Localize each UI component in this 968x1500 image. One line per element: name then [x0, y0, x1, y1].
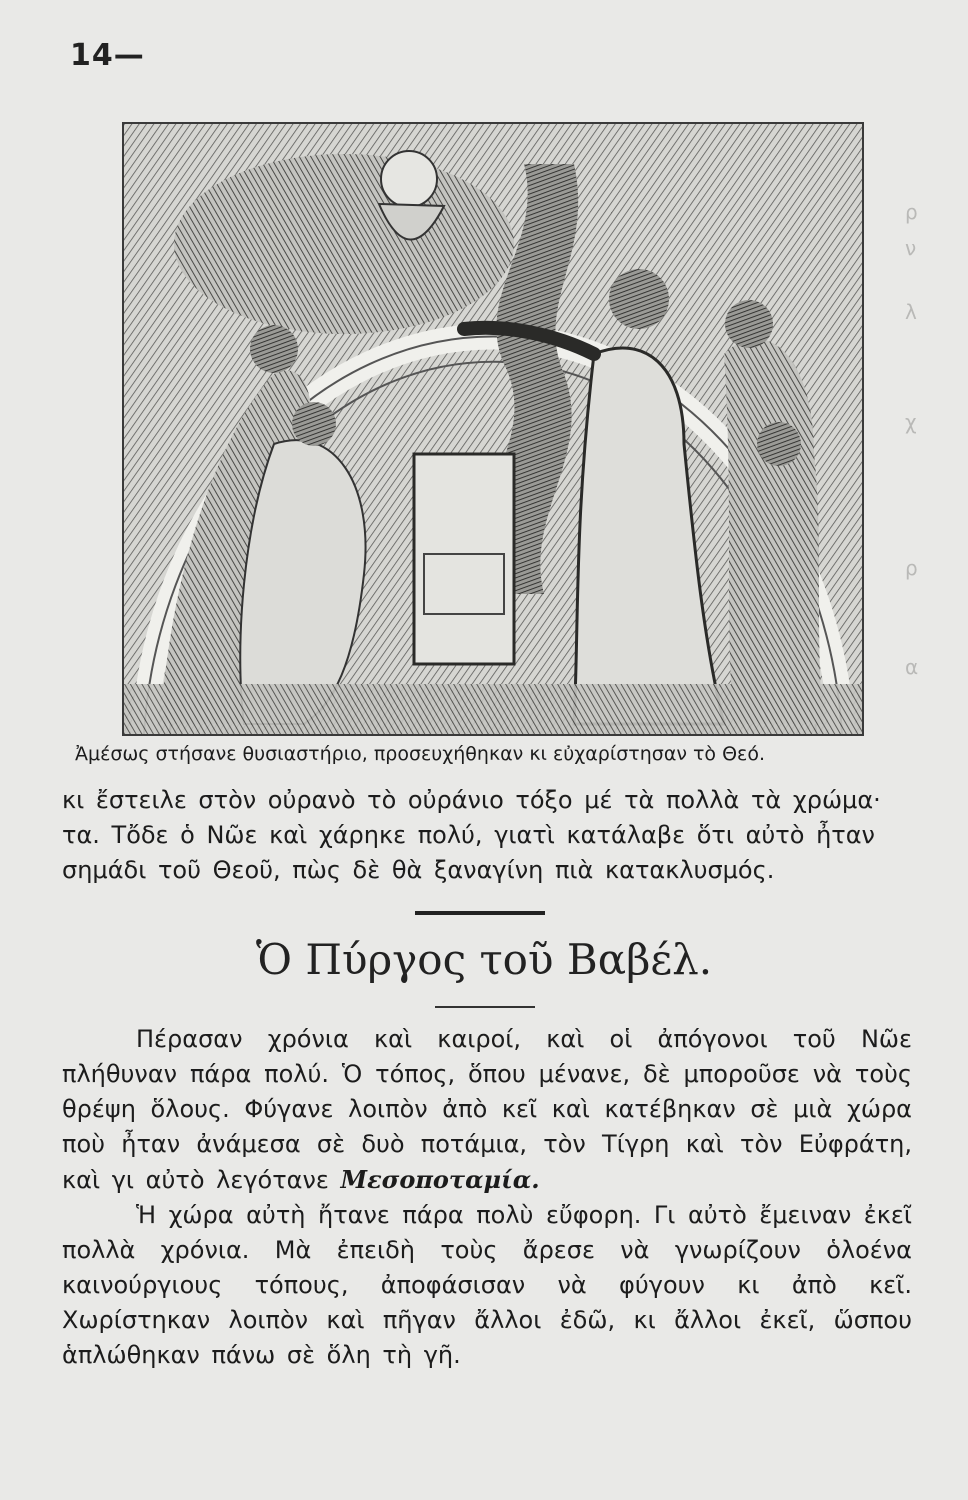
- paragraph-1: [62, 1022, 912, 1198]
- intro-line: σημάδι τοῦ Θεοῦ, πὼς δὲ θὰ ξαναγίνη πιὰ κατακλυσμός.: [62, 856, 775, 884]
- title-underline: [435, 1006, 535, 1008]
- stone-altar: [414, 454, 514, 664]
- paragraph-2: Ἡ χώρα αὐτὴ ἤτανε πάρα πολὺ εὔφορη. Γι αὐτὸ ἔμειναν ἐκεῖ πολλὰ χρόνια. Μὰ ἐπειδὴ τοὺς ἄρεσε νὰ γνωρίζουν ὁλοένα καινούργιους τόπους, ἀποφάσισαν νὰ φύγουν κι ἀπὸ κεῖ. Χωρίστηκαν λοιπὸν καὶ πῆγαν ἄλλοι ἐδῶ, κι ἄλλοι ἐκεῖ, ὥσπου ἁπλώθηκαν πάνω σὲ ὅλη τὴ γῆ.: [62, 1201, 912, 1369]
- show-through-text: ν: [905, 236, 917, 260]
- section-title: Ὁ Πύργος τοῦ Βαβέλ.: [255, 935, 713, 984]
- show-through-text: α: [905, 655, 919, 679]
- page-number: 14—: [70, 38, 145, 73]
- section-body: [62, 1022, 912, 1373]
- illustration-caption: Ἀμέσως στήσανε θυσιαστήριο, προσευχήθηκαν κι εὐχαρίστησαν τὸ Θεό.: [75, 743, 765, 765]
- intro-line: κι ἔστειλε στὸν οὐρανὸ τὸ οὐράνιο τόξο μέ τὰ πολλὰ τὰ χρώμα·: [62, 786, 881, 814]
- cloud-with-divine-figure: [174, 154, 514, 334]
- show-through-text: χ: [905, 410, 917, 434]
- show-through-text: ρ: [905, 200, 918, 224]
- intro-paragraph: [62, 783, 912, 888]
- section-divider: [415, 911, 545, 915]
- engraving-illustration: [122, 122, 864, 736]
- intro-line: τα. Τὄδε ὁ Νῶε καὶ χάρηκε πολύ, γιατὶ κατάλαβε ὅτι αὐτὸ ἦταν: [62, 821, 875, 849]
- show-through-text: λ: [905, 300, 917, 324]
- noah-altar-engraving: [124, 124, 862, 734]
- show-through-text: ρ: [905, 556, 918, 580]
- mesopotamia-term: Μεσοποταμία.: [340, 1165, 540, 1194]
- paragraph-1-text: Πέρασαν χρόνια καὶ καιροί, καὶ οἱ ἀπόγονοι τοῦ Νῶε πλήθυναν πάρα πολύ. Ὁ τόπος, ὅπου μένανε, δὲ μποροῦσε νὰ τοὺς θρέψη ὅλους. Φύγανε λοιπὸν ἀπὸ κεῖ καὶ κατέβηκαν σὲ μιὰ χώρα ποὺ ἦταν ἀνάμεσα σὲ δυὸ ποτάμια, τὸν Τίγρη καὶ τὸν Εὐφράτη, καὶ γι αὐτὸ λεγότανε: [62, 1025, 912, 1194]
